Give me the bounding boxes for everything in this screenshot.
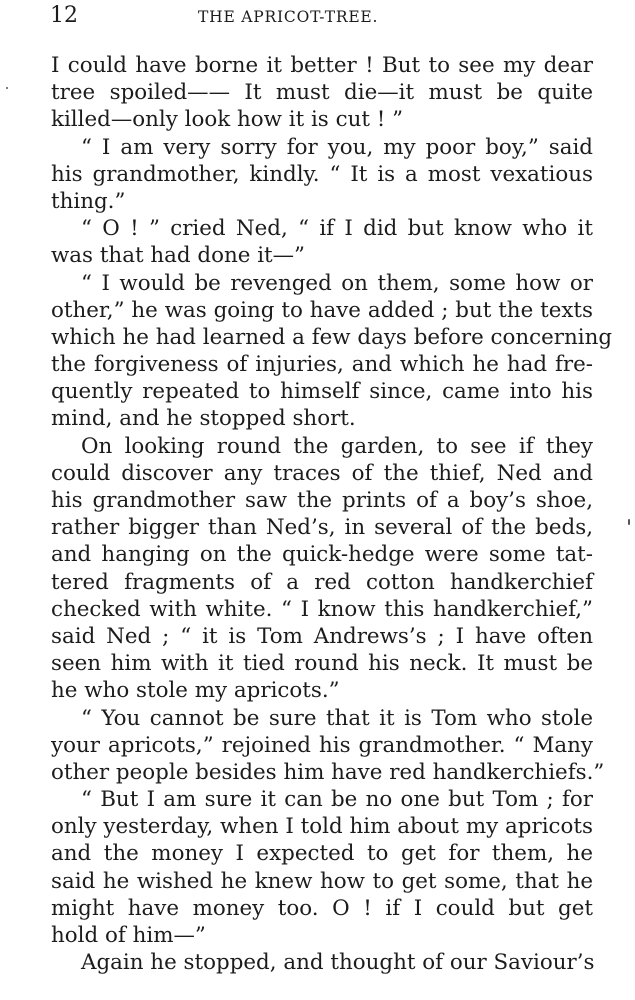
page-header bbox=[50, 1, 595, 31]
text-line: mind, and he stopped short. bbox=[51, 406, 356, 432]
text-line: other,” he was going to have added ; but the texts bbox=[51, 297, 593, 323]
text-line: thing.” bbox=[51, 188, 126, 214]
scan-speck bbox=[6, 87, 8, 89]
text-line: “ I am very sorry for you, my poor boy,” said bbox=[81, 134, 593, 160]
text-line: was that had done it—” bbox=[51, 243, 305, 269]
text-line: his grandmother, kindly. “ It is a most vexatious bbox=[51, 161, 593, 187]
text-line: said he wished he knew how to get some, that he bbox=[51, 868, 593, 894]
text-line: Again he stopped, and thought of our Saviour’s bbox=[81, 950, 595, 976]
text-line: your apricots,” rejoined his grandmother. “ Many bbox=[51, 732, 593, 758]
text-line: quently repeated to himself since, came into his bbox=[51, 379, 593, 405]
text-line: checked with white. “ I know this handkerchief,” bbox=[51, 596, 593, 622]
text-line: tree spoiled—— It must die—it must be quite bbox=[51, 80, 593, 106]
body-text bbox=[51, 52, 613, 976]
page-number: 12 bbox=[50, 3, 78, 28]
text-line: “ I would be revenged on them, some how or bbox=[81, 270, 593, 296]
running-title: THE APRICOT-TREE. bbox=[198, 8, 379, 26]
text-line: which he had learned a few days before concerning bbox=[51, 324, 613, 350]
text-line: he who stole my apricots.” bbox=[51, 678, 340, 704]
text-line: On looking round the garden, to see if they bbox=[81, 433, 593, 459]
text-line: other people besides him have red handkerchiefs.” bbox=[51, 759, 605, 785]
text-line: rather bigger than Ned’s, in several of the beds, bbox=[51, 515, 593, 541]
text-line: seen him with it tied round his neck. It must be bbox=[51, 651, 593, 677]
scan-speck bbox=[628, 519, 630, 525]
text-line: “ But I am sure it can be no one but Tom ; for bbox=[81, 787, 593, 813]
text-line: hold of him—” bbox=[51, 923, 206, 948]
text-line: the forgiveness of injuries, and which he had fre- bbox=[51, 352, 593, 378]
text-line: killed—only look how it is cut ! ” bbox=[51, 107, 404, 133]
text-line: and the money I expected to get for them, he bbox=[51, 841, 593, 867]
text-line: could discover any traces of the thief, Ned and bbox=[51, 460, 593, 486]
text-line: said Ned ; “ it is Tom Andrews’s ; I have often bbox=[51, 623, 593, 649]
text-line: only yesterday, when I told him about my apricots bbox=[51, 814, 593, 840]
text-line: I could have borne it better ! But to see my dear bbox=[51, 53, 593, 78]
text-line: might have money too. O ! if I could but get bbox=[51, 895, 593, 921]
text-line: “ You cannot be sure that it is Tom who stole bbox=[81, 705, 593, 731]
text-line: “ O ! ” cried Ned, “ if I did but know who it bbox=[81, 216, 593, 242]
text-line: and hanging on the quick-hedge were some tat- bbox=[51, 542, 593, 568]
text-line: tered fragments of a red cotton handkerchief bbox=[51, 569, 593, 595]
text-line: his grandmother saw the prints of a boy’s shoe, bbox=[51, 488, 593, 513]
